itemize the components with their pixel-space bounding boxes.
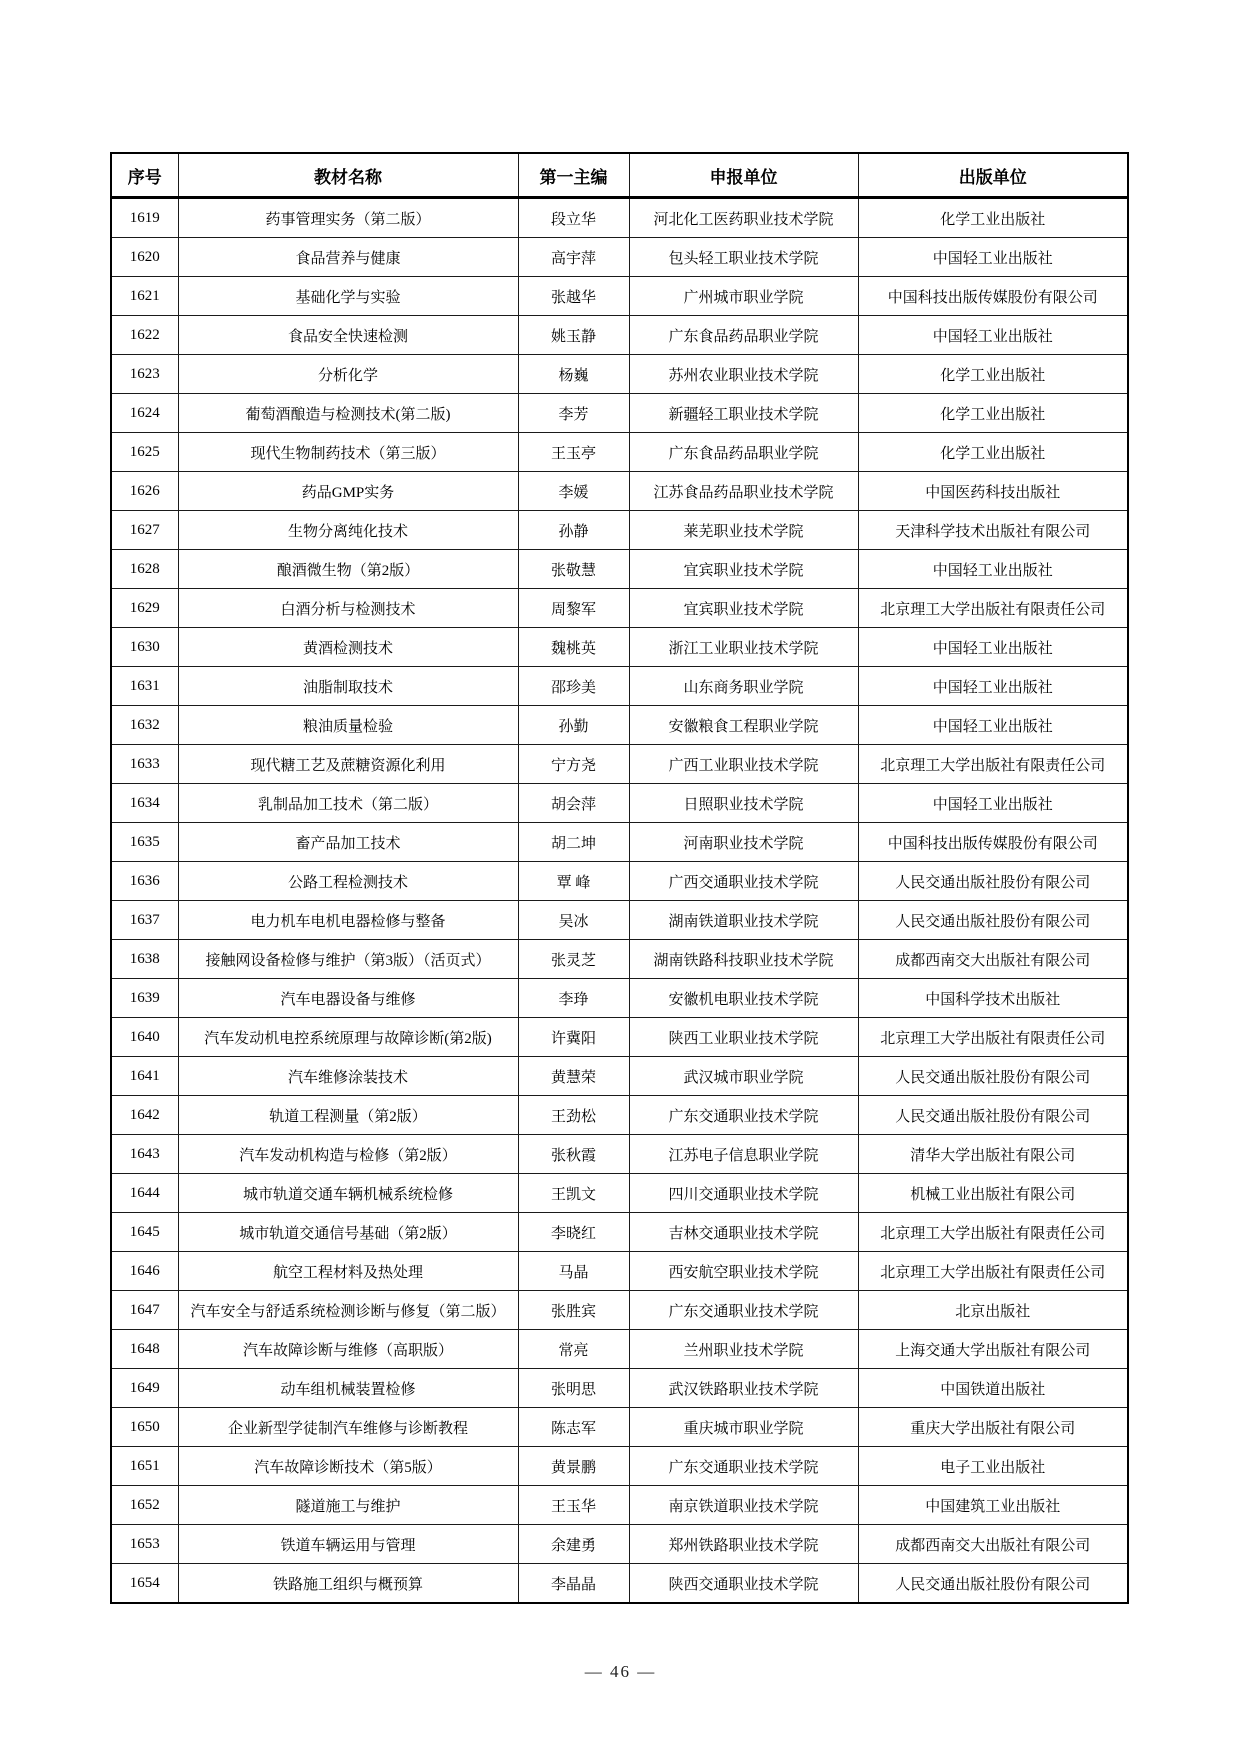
cell-editor: 王劲松 (518, 1096, 629, 1135)
cell-editor: 胡二坤 (518, 823, 629, 862)
cell-applicant: 武汉城市职业学院 (629, 1057, 858, 1096)
cell-applicant: 武汉铁路职业技术学院 (629, 1369, 858, 1408)
table-row (111, 472, 1128, 511)
table-row (111, 979, 1128, 1018)
cell-index: 1652 (111, 1486, 178, 1525)
cell-applicant: 新疆轻工职业技术学院 (629, 394, 858, 433)
cell-editor: 张明思 (518, 1369, 629, 1408)
table-row (111, 628, 1128, 667)
cell-publisher: 成都西南交大出版社有限公司 (858, 1525, 1128, 1564)
cell-index: 1619 (111, 198, 178, 238)
cell-applicant: 广州城市职业学院 (629, 277, 858, 316)
cell-applicant: 广西工业职业技术学院 (629, 745, 858, 784)
cell-title: 生物分离纯化技术 (178, 511, 518, 550)
cell-applicant: 广东交通职业技术学院 (629, 1291, 858, 1330)
cell-title: 汽车发动机构造与检修（第2版） (178, 1135, 518, 1174)
cell-applicant: 河北化工医药职业技术学院 (629, 198, 858, 238)
cell-title: 公路工程检测技术 (178, 862, 518, 901)
cell-index: 1648 (111, 1330, 178, 1369)
cell-publisher: 中国科技出版传媒股份有限公司 (858, 823, 1128, 862)
cell-applicant: 莱芜职业技术学院 (629, 511, 858, 550)
table-row (111, 667, 1128, 706)
cell-applicant: 吉林交通职业技术学院 (629, 1213, 858, 1252)
cell-title: 汽车安全与舒适系统检测诊断与修复（第二版） (178, 1291, 518, 1330)
cell-index: 1621 (111, 277, 178, 316)
cell-index: 1647 (111, 1291, 178, 1330)
cell-title: 现代生物制药技术（第三版） (178, 433, 518, 472)
table-row (111, 550, 1128, 589)
table-row (111, 433, 1128, 472)
table-body (111, 198, 1128, 1604)
table-row (111, 1330, 1128, 1369)
cell-index: 1629 (111, 589, 178, 628)
cell-publisher: 人民交通出版社股份有限公司 (858, 1096, 1128, 1135)
cell-editor: 常亮 (518, 1330, 629, 1369)
cell-publisher: 化学工业出版社 (858, 394, 1128, 433)
cell-index: 1634 (111, 784, 178, 823)
cell-publisher: 中国科学技术出版社 (858, 979, 1128, 1018)
cell-applicant: 山东商务职业学院 (629, 667, 858, 706)
column-header-editor: 第一主编 (518, 153, 629, 198)
cell-editor: 邵珍美 (518, 667, 629, 706)
cell-index: 1639 (111, 979, 178, 1018)
cell-title: 电力机车电机电器检修与整备 (178, 901, 518, 940)
cell-publisher: 中国铁道出版社 (858, 1369, 1128, 1408)
cell-publisher: 人民交通出版社股份有限公司 (858, 1564, 1128, 1604)
table-row (111, 316, 1128, 355)
cell-index: 1641 (111, 1057, 178, 1096)
cell-title: 铁路施工组织与概预算 (178, 1564, 518, 1604)
cell-index: 1643 (111, 1135, 178, 1174)
cell-publisher: 北京理工大学出版社有限责任公司 (858, 1213, 1128, 1252)
table-row (111, 238, 1128, 277)
cell-applicant: 南京铁道职业技术学院 (629, 1486, 858, 1525)
cell-applicant: 西安航空职业技术学院 (629, 1252, 858, 1291)
cell-title: 航空工程材料及热处理 (178, 1252, 518, 1291)
cell-title: 黄酒检测技术 (178, 628, 518, 667)
cell-editor: 张秋霞 (518, 1135, 629, 1174)
cell-index: 1628 (111, 550, 178, 589)
cell-applicant: 宜宾职业技术学院 (629, 589, 858, 628)
cell-editor: 李琤 (518, 979, 629, 1018)
cell-applicant: 江苏电子信息职业学院 (629, 1135, 858, 1174)
table-row (111, 1213, 1128, 1252)
cell-title: 药品GMP实务 (178, 472, 518, 511)
cell-editor: 姚玉静 (518, 316, 629, 355)
cell-title: 现代糖工艺及蔗糖资源化利用 (178, 745, 518, 784)
cell-index: 1622 (111, 316, 178, 355)
table-row (111, 1174, 1128, 1213)
cell-publisher: 中国科技出版传媒股份有限公司 (858, 277, 1128, 316)
table-row (111, 1447, 1128, 1486)
cell-title: 酿酒微生物（第2版） (178, 550, 518, 589)
cell-editor: 余建勇 (518, 1525, 629, 1564)
cell-applicant: 浙江工业职业技术学院 (629, 628, 858, 667)
cell-editor: 黄景鹏 (518, 1447, 629, 1486)
cell-editor: 马晶 (518, 1252, 629, 1291)
textbook-table (110, 152, 1129, 1604)
cell-index: 1651 (111, 1447, 178, 1486)
table-row (111, 1564, 1128, 1604)
cell-publisher: 清华大学出版社有限公司 (858, 1135, 1128, 1174)
cell-applicant: 河南职业技术学院 (629, 823, 858, 862)
table-row (111, 823, 1128, 862)
cell-publisher: 上海交通大学出版社有限公司 (858, 1330, 1128, 1369)
cell-editor: 魏桃英 (518, 628, 629, 667)
cell-title: 乳制品加工技术（第二版） (178, 784, 518, 823)
cell-applicant: 包头轻工职业技术学院 (629, 238, 858, 277)
table-row (111, 277, 1128, 316)
cell-title: 食品安全快速检测 (178, 316, 518, 355)
column-header-index: 序号 (111, 153, 178, 198)
cell-index: 1636 (111, 862, 178, 901)
cell-editor: 李晶晶 (518, 1564, 629, 1604)
column-header-applicant: 申报单位 (629, 153, 858, 198)
cell-publisher: 天津科学技术出版社有限公司 (858, 511, 1128, 550)
table-row (111, 589, 1128, 628)
cell-editor: 张胜宾 (518, 1291, 629, 1330)
table-row (111, 1252, 1128, 1291)
cell-publisher: 北京理工大学出版社有限责任公司 (858, 745, 1128, 784)
cell-publisher: 中国轻工业出版社 (858, 706, 1128, 745)
cell-index: 1649 (111, 1369, 178, 1408)
cell-applicant: 郑州铁路职业技术学院 (629, 1525, 858, 1564)
cell-editor: 李芳 (518, 394, 629, 433)
cell-publisher: 北京出版社 (858, 1291, 1128, 1330)
cell-applicant: 江苏食品药品职业技术学院 (629, 472, 858, 511)
cell-title: 隧道施工与维护 (178, 1486, 518, 1525)
column-header-title: 教材名称 (178, 153, 518, 198)
cell-publisher: 重庆大学出版社有限公司 (858, 1408, 1128, 1447)
cell-editor: 张灵芝 (518, 940, 629, 979)
table-row (111, 394, 1128, 433)
table-row (111, 1096, 1128, 1135)
table-row (111, 1135, 1128, 1174)
cell-index: 1644 (111, 1174, 178, 1213)
cell-applicant: 兰州职业技术学院 (629, 1330, 858, 1369)
cell-title: 汽车电器设备与维修 (178, 979, 518, 1018)
cell-index: 1654 (111, 1564, 178, 1604)
cell-index: 1650 (111, 1408, 178, 1447)
table-row (111, 745, 1128, 784)
cell-index: 1620 (111, 238, 178, 277)
table-row (111, 198, 1128, 238)
cell-title: 汽车发动机电控系统原理与故障诊断(第2版) (178, 1018, 518, 1057)
cell-publisher: 中国轻工业出版社 (858, 628, 1128, 667)
cell-index: 1627 (111, 511, 178, 550)
table-row (111, 1291, 1128, 1330)
cell-publisher: 中国轻工业出版社 (858, 667, 1128, 706)
table-row (111, 511, 1128, 550)
table-row (111, 1369, 1128, 1408)
cell-editor: 王凯文 (518, 1174, 629, 1213)
cell-title: 城市轨道交通信号基础（第2版） (178, 1213, 518, 1252)
cell-editor: 张越华 (518, 277, 629, 316)
cell-index: 1637 (111, 901, 178, 940)
cell-publisher: 北京理工大学出版社有限责任公司 (858, 589, 1128, 628)
cell-title: 轨道工程测量（第2版） (178, 1096, 518, 1135)
cell-index: 1631 (111, 667, 178, 706)
cell-applicant: 陕西工业职业技术学院 (629, 1018, 858, 1057)
table-header-row (111, 153, 1128, 198)
cell-index: 1653 (111, 1525, 178, 1564)
cell-applicant: 湖南铁道职业技术学院 (629, 901, 858, 940)
cell-title: 接触网设备检修与维护（第3版）（活页式） (178, 940, 518, 979)
cell-editor: 李媛 (518, 472, 629, 511)
cell-title: 汽车故障诊断技术（第5版） (178, 1447, 518, 1486)
table-row (111, 355, 1128, 394)
cell-editor: 孙静 (518, 511, 629, 550)
cell-index: 1626 (111, 472, 178, 511)
cell-publisher: 化学工业出版社 (858, 433, 1128, 472)
cell-title: 油脂制取技术 (178, 667, 518, 706)
cell-editor: 胡会萍 (518, 784, 629, 823)
cell-publisher: 中国医药科技出版社 (858, 472, 1128, 511)
cell-editor: 黄慧荣 (518, 1057, 629, 1096)
cell-applicant: 广东食品药品职业学院 (629, 433, 858, 472)
cell-publisher: 人民交通出版社股份有限公司 (858, 1057, 1128, 1096)
cell-index: 1646 (111, 1252, 178, 1291)
cell-applicant: 四川交通职业技术学院 (629, 1174, 858, 1213)
cell-title: 葡萄酒酿造与检测技术(第二版) (178, 394, 518, 433)
table-row (111, 1408, 1128, 1447)
cell-publisher: 中国轻工业出版社 (858, 316, 1128, 355)
cell-index: 1625 (111, 433, 178, 472)
cell-title: 畜产品加工技术 (178, 823, 518, 862)
table-row (111, 862, 1128, 901)
cell-editor: 吴冰 (518, 901, 629, 940)
page-number: — 46 — (584, 1662, 657, 1681)
cell-title: 分析化学 (178, 355, 518, 394)
cell-title: 城市轨道交通车辆机械系统检修 (178, 1174, 518, 1213)
cell-applicant: 广西交通职业技术学院 (629, 862, 858, 901)
cell-editor: 周黎军 (518, 589, 629, 628)
cell-title: 白酒分析与检测技术 (178, 589, 518, 628)
cell-applicant: 重庆城市职业学院 (629, 1408, 858, 1447)
cell-title: 动车组机械装置检修 (178, 1369, 518, 1408)
table-row (111, 784, 1128, 823)
cell-publisher: 成都西南交大出版社有限公司 (858, 940, 1128, 979)
cell-applicant: 广东食品药品职业学院 (629, 316, 858, 355)
table-header (111, 153, 1128, 198)
cell-editor: 张敬慧 (518, 550, 629, 589)
cell-applicant: 日照职业技术学院 (629, 784, 858, 823)
cell-publisher: 化学工业出版社 (858, 198, 1128, 238)
cell-applicant: 宜宾职业技术学院 (629, 550, 858, 589)
cell-applicant: 湖南铁路科技职业技术学院 (629, 940, 858, 979)
cell-index: 1624 (111, 394, 178, 433)
cell-publisher: 中国轻工业出版社 (858, 784, 1128, 823)
cell-editor: 李晓红 (518, 1213, 629, 1252)
table-row (111, 1057, 1128, 1096)
cell-publisher: 化学工业出版社 (858, 355, 1128, 394)
cell-title: 粮油质量检验 (178, 706, 518, 745)
table-row (111, 901, 1128, 940)
cell-title: 基础化学与实验 (178, 277, 518, 316)
cell-editor: 宁方尧 (518, 745, 629, 784)
cell-publisher: 人民交通出版社股份有限公司 (858, 901, 1128, 940)
cell-editor: 许冀阳 (518, 1018, 629, 1057)
cell-publisher: 人民交通出版社股份有限公司 (858, 862, 1128, 901)
cell-publisher: 中国建筑工业出版社 (858, 1486, 1128, 1525)
table-row (111, 706, 1128, 745)
cell-editor: 王玉华 (518, 1486, 629, 1525)
cell-index: 1642 (111, 1096, 178, 1135)
cell-index: 1623 (111, 355, 178, 394)
cell-editor: 陈志军 (518, 1408, 629, 1447)
cell-publisher: 电子工业出版社 (858, 1447, 1128, 1486)
cell-index: 1640 (111, 1018, 178, 1057)
cell-index: 1630 (111, 628, 178, 667)
cell-title: 企业新型学徒制汽车维修与诊断教程 (178, 1408, 518, 1447)
cell-title: 铁道车辆运用与管理 (178, 1525, 518, 1564)
cell-applicant: 广东交通职业技术学院 (629, 1096, 858, 1135)
cell-applicant: 安徽粮食工程职业学院 (629, 706, 858, 745)
table-row (111, 1486, 1128, 1525)
cell-editor: 王玉亭 (518, 433, 629, 472)
cell-index: 1645 (111, 1213, 178, 1252)
cell-index: 1632 (111, 706, 178, 745)
cell-editor: 高宇萍 (518, 238, 629, 277)
cell-publisher: 中国轻工业出版社 (858, 550, 1128, 589)
cell-title: 汽车故障诊断与维修（高职版） (178, 1330, 518, 1369)
cell-title: 食品营养与健康 (178, 238, 518, 277)
cell-applicant: 安徽机电职业技术学院 (629, 979, 858, 1018)
cell-editor: 段立华 (518, 198, 629, 238)
cell-publisher: 北京理工大学出版社有限责任公司 (858, 1252, 1128, 1291)
cell-index: 1638 (111, 940, 178, 979)
table-row (111, 1525, 1128, 1564)
cell-publisher: 中国轻工业出版社 (858, 238, 1128, 277)
cell-title: 汽车维修涂装技术 (178, 1057, 518, 1096)
cell-index: 1635 (111, 823, 178, 862)
cell-editor: 孙勤 (518, 706, 629, 745)
cell-editor: 杨巍 (518, 355, 629, 394)
cell-applicant: 广东交通职业技术学院 (629, 1447, 858, 1486)
cell-publisher: 机械工业出版社有限公司 (858, 1174, 1128, 1213)
table-row (111, 1018, 1128, 1057)
cell-editor: 覃 峰 (518, 862, 629, 901)
column-header-publisher: 出版单位 (858, 153, 1128, 198)
cell-publisher: 北京理工大学出版社有限责任公司 (858, 1018, 1128, 1057)
cell-index: 1633 (111, 745, 178, 784)
cell-applicant: 陕西交通职业技术学院 (629, 1564, 858, 1604)
table-row (111, 940, 1128, 979)
cell-title: 药事管理实务（第二版） (178, 198, 518, 238)
cell-applicant: 苏州农业职业技术学院 (629, 355, 858, 394)
